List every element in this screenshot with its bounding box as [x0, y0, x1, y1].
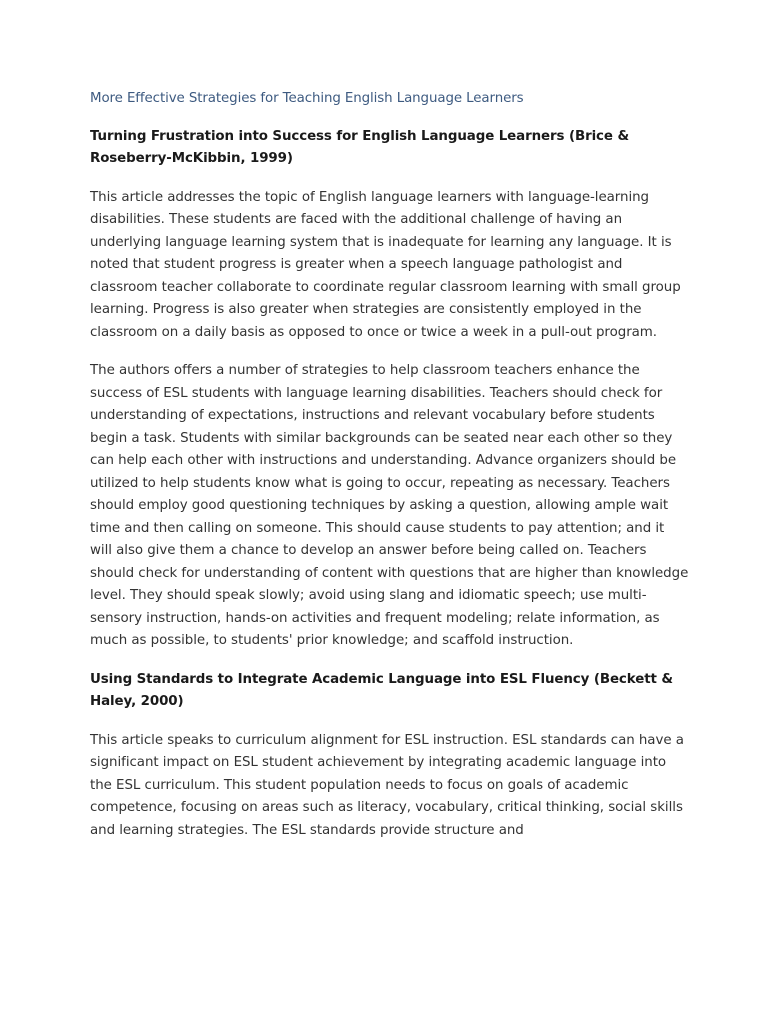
section-heading-2: Using Standards to Integrate Academic Language into ESL Fluency (Beckett & Haley, 2000): [90, 671, 673, 709]
document-page: [90, 88, 690, 858]
section-2-paragraph-1: This article speaks to curriculum alignment for ESL instruction. ESL standards can have a significant impact on ESL student achievement by integrating academic language into the ESL curriculum. This student population needs to focus on goals of academic competence, focusing on areas such as literacy, vocabulary, critical thinking, social skills and learning strategies. The ESL standards provide structure and: [90, 732, 684, 838]
section-1-paragraph-2: The authors offers a number of strategies to help classroom teachers enhance the success of ESL students with language learning disabilities. Teachers should check for understanding of expectations, instructions and relevant vocabulary before students begin a task. Students with similar backgrounds can be seated near each other so they can help each other with instructions and understanding. Advance organizers should be utilized to help students know what is going to occur, repeating as necessary. Teachers should employ good questioning techniques by asking a question, allowing ample wait time and then calling on someone. This should cause students to pay attention; and it will also give them a chance to develop an answer before being called on. Teachers should check for understanding of content with questions that are higher than knowledge level. They should speak slowly; avoid using slang and idiomatic speech; use multi-sensory instruction, hands-on activities and frequent modeling; relate information, as much as possible, to students' prior knowledge; and scaffold instruction.: [90, 363, 689, 648]
document-title: More Effective Strategies for Teaching English Language Learners: [90, 91, 524, 106]
section-heading-1: Turning Frustration into Success for English Language Learners (Brice & Roseberry-McKibbin, 1999): [90, 128, 630, 166]
section-1-paragraph-1: This article addresses the topic of English language learners with language-learning disabilities. These students are faced with the additional challenge of having an underlying language learning system that is inadequate for learning any language. It is noted that student progress is greater when a speech language pathologist and classroom teacher collaborate to coordinate regular classroom learning with small group learning. Progress is also greater when strategies are consistently employed in the classroom on a daily basis as opposed to once or twice a week in a pull-out program.: [90, 189, 681, 340]
article-section-2: [90, 669, 690, 843]
article-section-1: [90, 126, 690, 653]
